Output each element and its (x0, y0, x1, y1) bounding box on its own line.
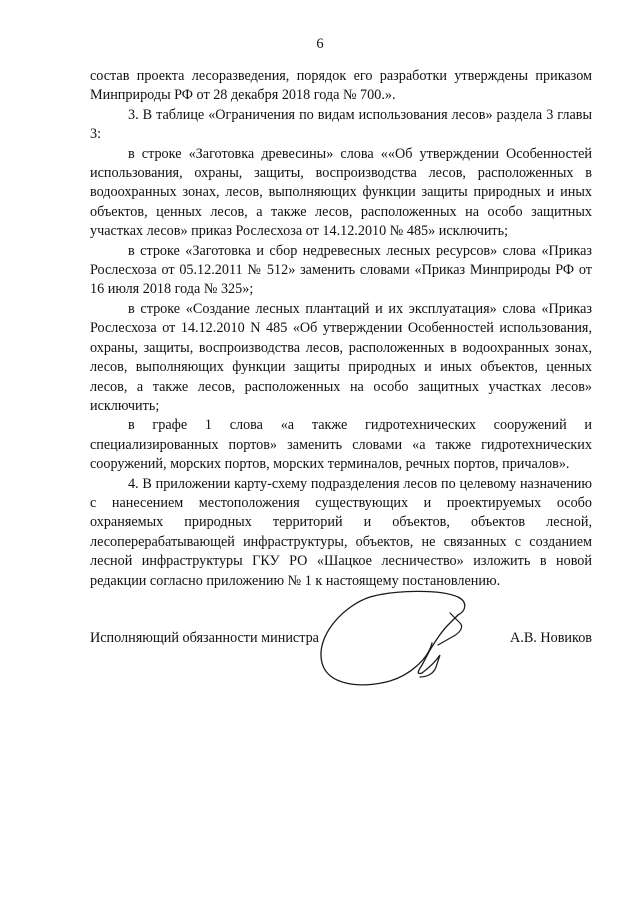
paragraph-6: в графе 1 слова «а также гидротехнических сооружений и специализированных портов» заменить словами «а также гидротехнических сооружений, морских портов, морских терминалов, речных портов, причалов». (90, 417, 592, 473)
paragraph-4: в строке «Заготовка и сбор недревесных лесных ресурсов» слова «Приказ Рослесхоза от 05.12.2011 № 512» заменить словами «Приказ Минприроды РФ от 16 июля 2018 года № 325»; (90, 242, 592, 298)
signer-name: А.В. Новиков (510, 630, 592, 646)
page-number: 6 (316, 36, 324, 52)
signature-block (90, 630, 592, 652)
paragraph-1: состав проекта лесоразведения, порядок его разработки утверждены приказом Минприроды РФ от 28 декабря 2018 года № 700.». (90, 68, 592, 104)
paragraph-3: в строке «Заготовка древесины» слова ««Об утверждении Особенностей использования, охраны, защиты, воспроизводства лесов, расположенных в водоохранных зонах, лесов, выполняющих функции защиты природных и иных объектов, ценных лесов, а также лесов, расположенных на особо защитных участках лесов» приказ Рослесхоза от 14.12.2010 № 485» исключить; (90, 145, 592, 240)
signer-position: Исполняющий обязанности министра (90, 630, 319, 646)
paragraph-5: в строке «Создание лесных плантаций и их эксплуатация» слова «Приказ Рослесхоза от 14.12.2010 N 485 «Об утверждении Особенностей использования, охраны, защиты, воспроизводства лесов, расположенных в водоохранных зонах, лесов, выполняющих функции защиты природных и иных объектов, ценных лесов, а также лесов, расположенных на особо защитных участках лесов» исключить; (90, 300, 592, 414)
paragraph-7: 4. В приложении карту-схему подразделения лесов по целевому назначению с нанесением местоположения существующих и проектируемых особо охраняемых природных территорий и объектов, объектов лесной, лесоперерабатывающей инфраструктуры, объектов, не связанных с созданием лесной инфраструктуры ГКУ РО «Шацкое лесничество» изложить в новой редакции согласно приложению № 1 к настоящему постановлению. (90, 475, 592, 589)
document-body (90, 67, 592, 591)
paragraph-2: 3. В таблице «Ограничения по видам использования лесов» раздела 3 главы 3: (90, 106, 592, 143)
